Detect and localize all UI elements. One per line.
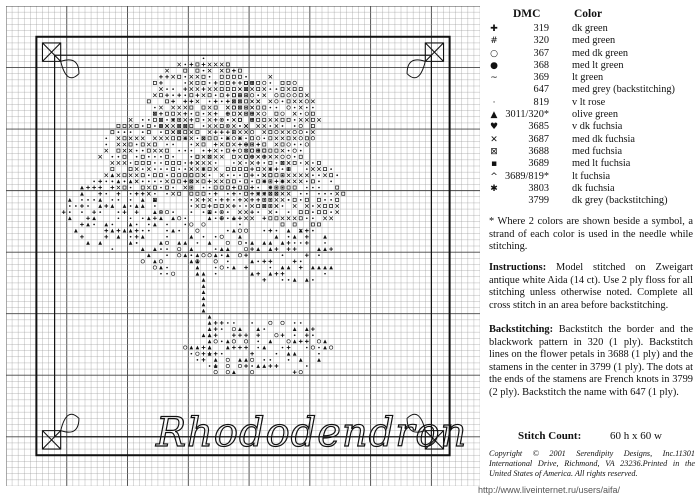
legend-symbol: ♥: [489, 122, 499, 133]
legend-dmc-code: 3689: [528, 158, 549, 170]
legend-row: [487, 195, 697, 207]
legend-dmc-code: 3803: [528, 182, 549, 194]
source-watermark[interactable]: http://www.liveinternet.ru/users/aifa/: [478, 485, 621, 495]
legend-header-color: Color: [574, 8, 603, 20]
rhododendron-name-lettering: Rhododendron: [156, 410, 468, 456]
stitch-count-label: Stitch Count:: [518, 430, 582, 442]
instructions-paragraph: [489, 262, 693, 312]
instructions-text: Model stitched on Zweigart antique white Aida (14 ct). Use 2 ply floss for all stitching unless otherwise noted. Complete all cross stitch in an area before backstitching.: [489, 262, 693, 311]
legend-color-name: dk fuchsia: [572, 182, 615, 194]
legend-row: [487, 84, 697, 96]
stitch-count: [518, 430, 662, 442]
legend-color-name: med fuchsia: [572, 145, 623, 157]
legend-color-name: med lt fuchsia: [572, 158, 631, 170]
cross-stitch-chart: [6, 6, 480, 486]
stitch-count-value: 60 h x 60 w: [610, 430, 662, 442]
legend-symbol: ●: [490, 60, 498, 71]
legend-symbol: ^: [490, 171, 498, 182]
legend-color-name: lt fuchsia: [572, 170, 611, 182]
legend-dmc-code: 3685: [528, 121, 549, 133]
legend-dmc-code: 647: [533, 84, 549, 96]
legend-row: [487, 146, 697, 158]
legend-color-name: v lt rose: [572, 96, 606, 108]
legend-row: [487, 97, 697, 109]
legend-symbol: ▪: [490, 159, 498, 170]
legend-row: [487, 158, 697, 170]
copyright-notice: Copyright © 2001 Serendipity Designs, Inc.11301 International Drive, Richmond, VA 23236.Printed in the United States of America. All rights reserved.: [489, 449, 695, 478]
rhododendron-design: [62, 57, 345, 374]
legend-dmc-code: 3688: [528, 145, 549, 157]
legend-row: [487, 183, 697, 195]
legend-row: [487, 60, 697, 72]
footnote: * Where 2 colors are shown beside a symbol, a strand of each color is used in the needle while stitching.: [489, 216, 693, 253]
legend-dmc-code: 319: [533, 23, 549, 34]
legend-color-name: dk green: [572, 23, 608, 34]
color-legend: [487, 6, 697, 207]
legend-row: [487, 171, 697, 183]
legend-rows: [487, 23, 697, 207]
backstitching-paragraph: [489, 324, 693, 400]
legend-dmc-code: 367: [533, 47, 549, 59]
legend-symbol: ○: [490, 48, 498, 59]
legend-color-name: med green: [572, 35, 616, 47]
legend-symbol: ✕: [490, 134, 498, 145]
legend-color-name: med dk fuchsia: [572, 133, 635, 145]
backstitching-text: Backstitch the border and the blackwork pattern in 320 (1 ply). Backstitch lines on the flower petals in 3688 (1 ply) and the stamens in the center in 3799 (1 ply). The dots at the ends of the stamens are French knots in 3799 (2 ply). Backstitch the name with 647 (1 ply).: [489, 324, 693, 398]
legend-row: [487, 72, 697, 84]
legend-color-name: dk grey (backstitching): [572, 195, 668, 207]
legend-symbol: ✚: [490, 24, 498, 34]
backstitching-label: Backstitching:: [489, 324, 554, 335]
legend-dmc-code: 819: [533, 96, 549, 108]
legend-dmc-code: 3687: [528, 133, 549, 145]
instructions-label: Instructions:: [489, 262, 547, 273]
legend-header-dmc: DMC: [513, 8, 541, 20]
legend-dmc-code: 369: [533, 72, 549, 84]
legend-row: [487, 109, 697, 121]
legend-dmc-code: 3011/320*: [505, 109, 549, 121]
legend-color-name: v dk fuchsia: [572, 121, 623, 133]
legend-dmc-code: 368: [533, 59, 549, 71]
legend-symbol: ▲: [490, 110, 498, 121]
legend-color-name: olive green: [572, 109, 619, 121]
legend-dmc-code: 320: [533, 35, 549, 47]
legend-row: [487, 134, 697, 146]
legend-row: [487, 23, 697, 35]
legend-row: [487, 48, 697, 60]
legend-symbol: ⊠: [490, 146, 498, 157]
legend-color-name: med grey (backstitching): [572, 84, 675, 96]
legend-row: [487, 35, 697, 47]
legend-dmc-code: 3799: [528, 195, 549, 207]
legend-symbol: ✱: [490, 183, 498, 194]
legend-color-name: med lt green: [572, 59, 624, 71]
legend-symbol: ~: [490, 73, 498, 84]
legend-symbol: ·: [492, 97, 496, 108]
legend-color-name: lt green: [572, 72, 604, 84]
legend-row: [487, 121, 697, 133]
legend-dmc-code: 3689/819*: [504, 170, 549, 182]
legend-header: [487, 6, 697, 23]
legend-color-name: med dk green: [572, 47, 629, 59]
legend-symbol: #: [490, 36, 498, 47]
